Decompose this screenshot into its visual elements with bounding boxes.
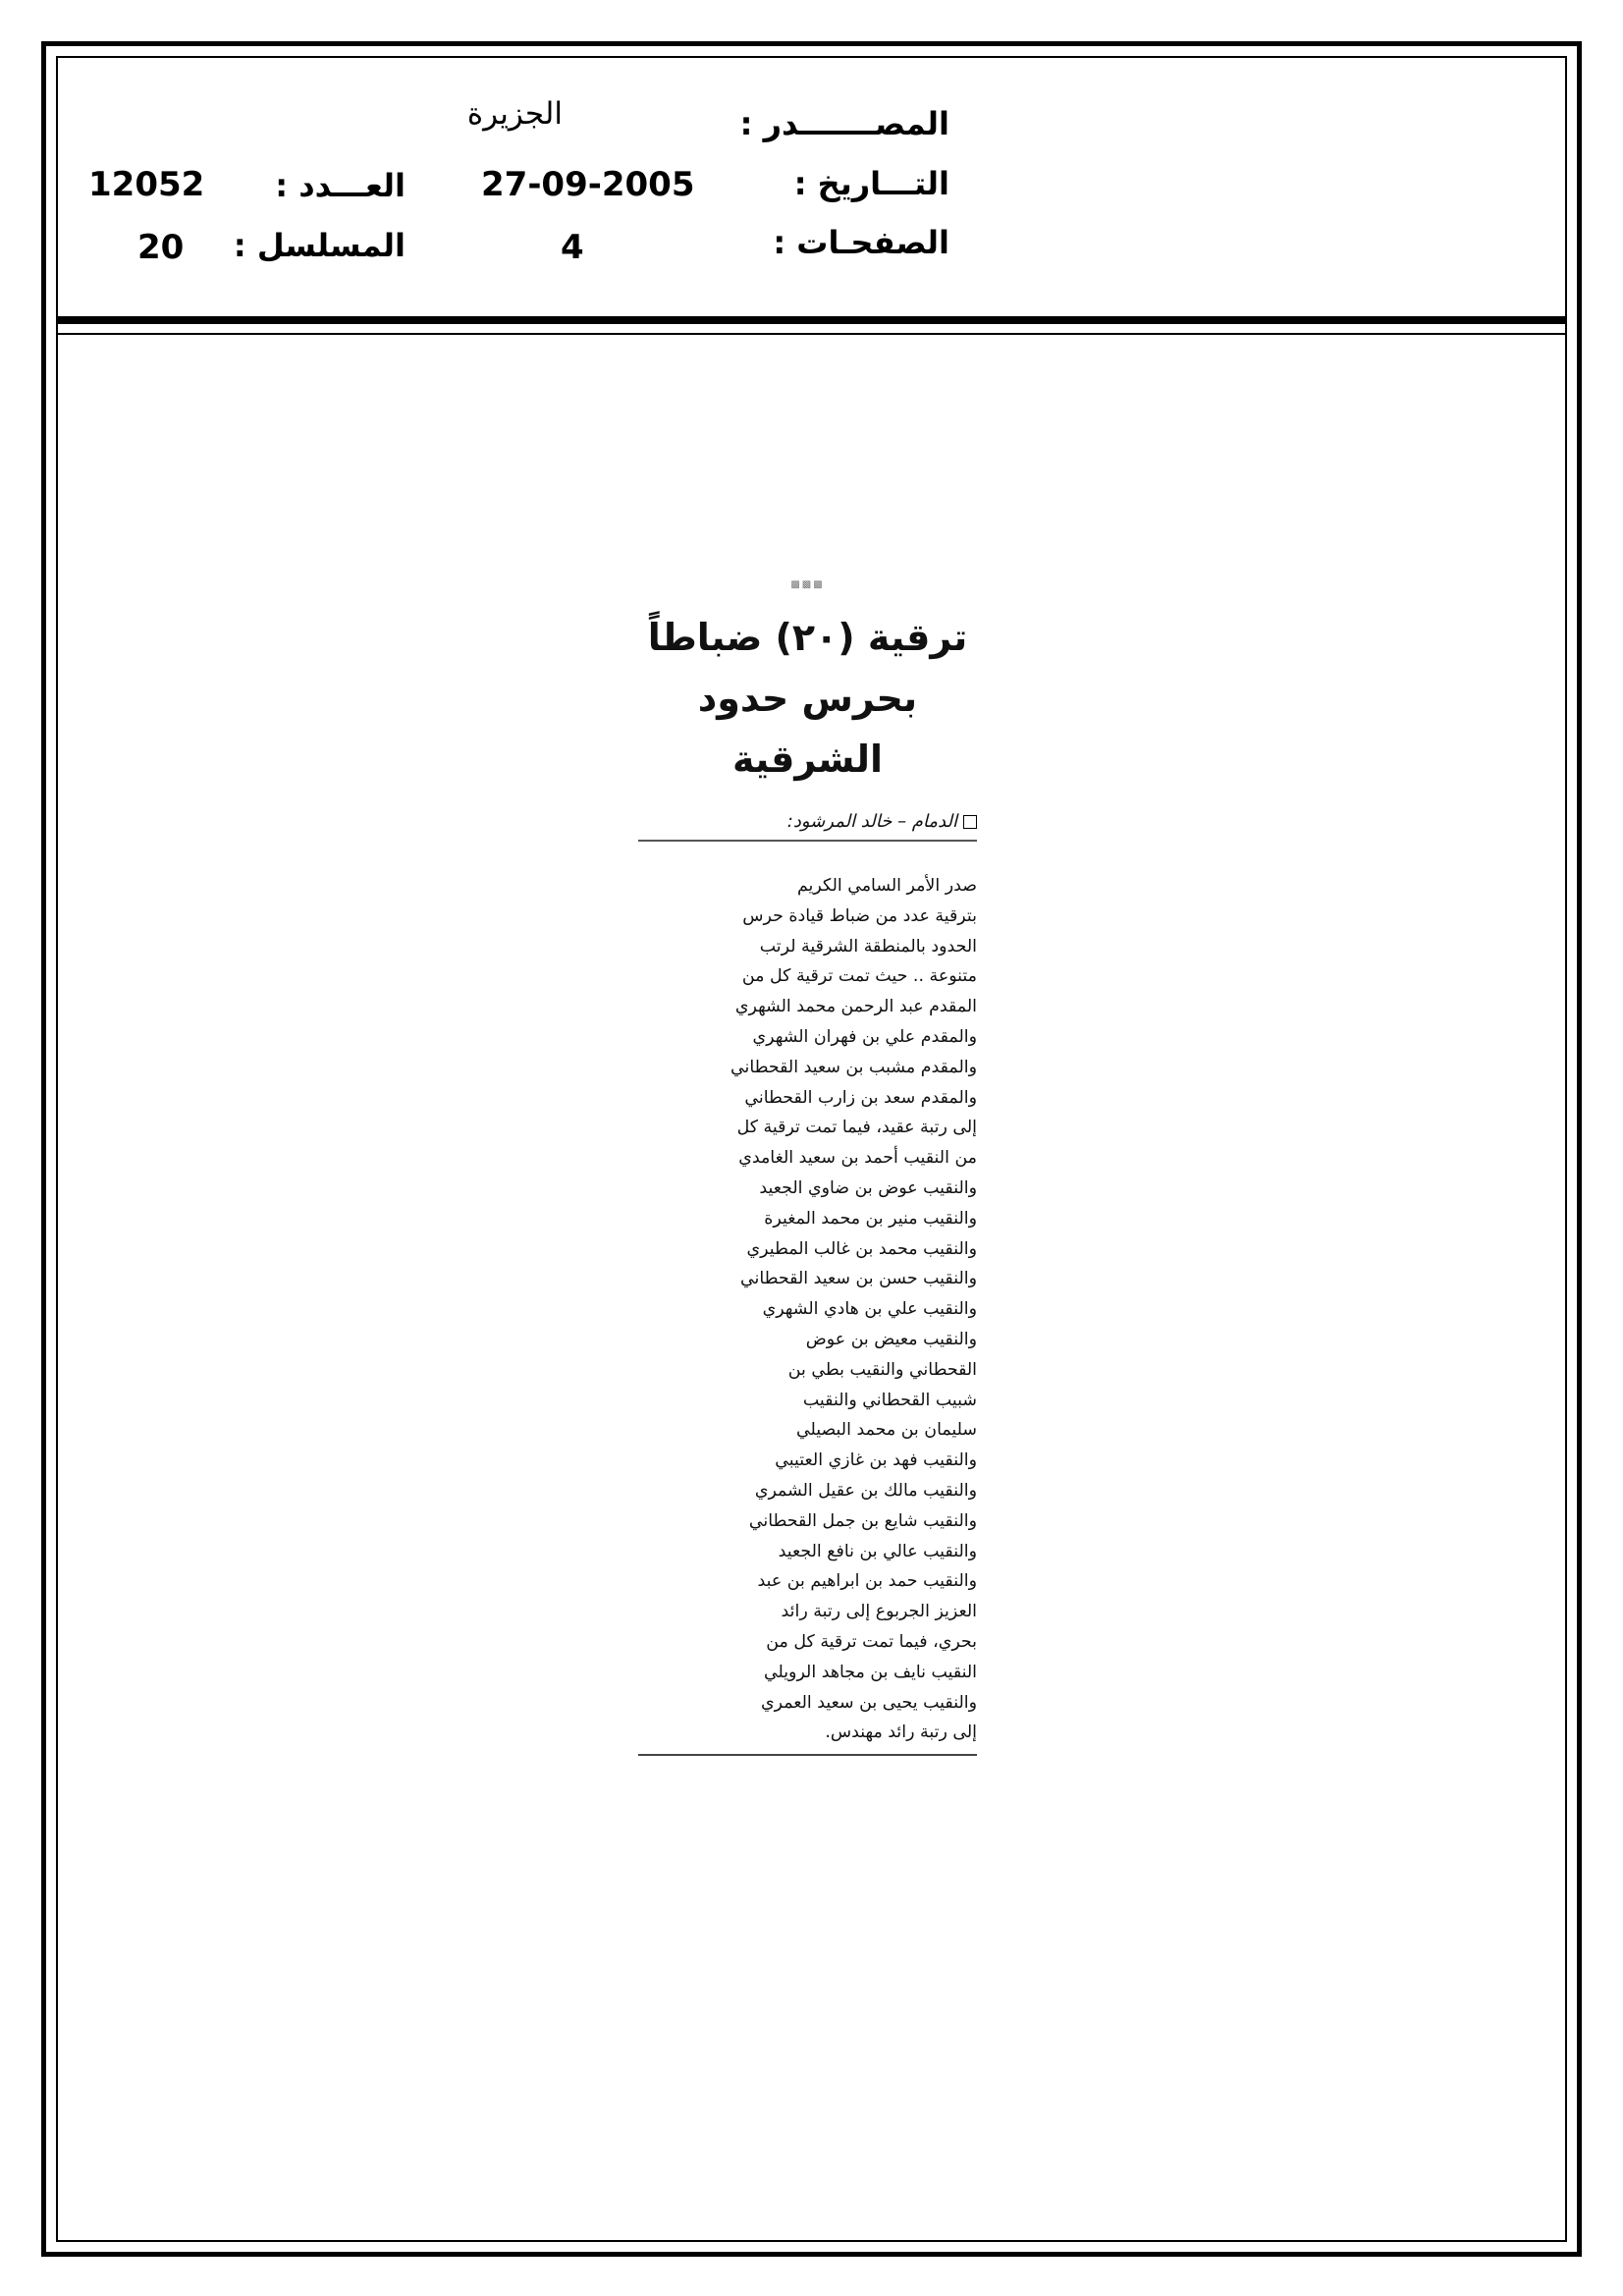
headline-line-1: ترقية (٢٠) ضباطاً xyxy=(647,616,968,659)
article-body-line: سليمان بن محمد البصيلي xyxy=(795,1420,977,1441)
serial-value: 20 xyxy=(137,228,185,267)
article-body-line: والنقيب يحيى بن سعيد العمري xyxy=(760,1692,977,1713)
article-body-line: بحري، فيما تمت ترقية كل من xyxy=(766,1631,977,1652)
article-body-line: إلى رتبة رائد مهندس. xyxy=(825,1722,977,1743)
date-label: التـــاريخ : xyxy=(793,165,949,202)
pages-label: الصفحـات : xyxy=(773,224,949,261)
article-body-line: العزيز الجربوع إلى رتبة رائد xyxy=(781,1602,977,1622)
article-body-line: والنقيب شايع بن جمل القحطاني xyxy=(748,1510,977,1531)
article-body-line: شبيب القحطاني والنقيب xyxy=(802,1390,977,1410)
header-divider-thick xyxy=(56,316,1567,324)
article-body-line: والنقيب فهد بن غازي العتيبي xyxy=(775,1450,977,1471)
issue-label: العـــدد : xyxy=(275,167,406,204)
article-body-line: والنقيب علي بن هادي الشهري xyxy=(762,1299,977,1320)
article-body-line: المقدم عبد الرحمن محمد الشهري xyxy=(734,997,977,1017)
article-body-line: الحدود بالمنطقة الشرقية لرتب xyxy=(759,936,977,957)
issue-value: 12052 xyxy=(88,165,205,204)
source-value: الجزيرة xyxy=(466,96,563,132)
article-body-line: والمقدم سعد بن زارب القحطاني xyxy=(744,1087,977,1108)
article-byline xyxy=(638,811,977,842)
source-label: المصـــــــدر : xyxy=(739,105,949,142)
headline-line-2: بحرس حدود الشرقية xyxy=(697,677,918,781)
article-body-line: والنقيب مالك بن عقيل الشمري xyxy=(754,1480,977,1501)
article-body-line: من النقيب أحمد بن سعيد الغامدي xyxy=(738,1148,977,1169)
article-body-line: صدر الأمر السامي الكريم xyxy=(796,876,977,896)
article-body-line: والنقيب حمد بن ابراهيم بن عبد xyxy=(757,1571,977,1592)
article-body-line: إلى رتبة عقيد، فيما تمت ترقية كل xyxy=(736,1118,977,1138)
article-body-line: والمقدم مشبب بن سعيد القحطاني xyxy=(730,1057,977,1077)
article-body xyxy=(638,871,977,1748)
article-body-line: والمقدم علي بن فهران الشهري xyxy=(752,1026,977,1047)
pages-value: 4 xyxy=(561,228,584,267)
article-body-line: والنقيب عالي بن نافع الجعيد xyxy=(778,1541,977,1561)
byline-square-icon xyxy=(963,815,977,829)
article-headline xyxy=(638,607,977,790)
article-clipping xyxy=(638,579,977,1756)
article-body-line: والنقيب معيض بن عوض xyxy=(805,1329,977,1349)
header-divider-thin xyxy=(56,333,1567,335)
byline-text: الدمام – خالد المرشود: xyxy=(786,811,957,832)
section-ornament: ▩▩▩ xyxy=(790,579,825,590)
article-body-line: بترقية عدد من ضباط قيادة حرس xyxy=(742,905,977,926)
date-value: 27-09-2005 xyxy=(481,165,695,204)
article-body-line: القحطاني والنقيب بطي بن xyxy=(787,1359,977,1380)
article-body-line: والنقيب محمد بن غالب المطيري xyxy=(746,1238,977,1259)
article-body-line: والنقيب عوض بن ضاوي الجعيد xyxy=(759,1177,977,1198)
article-body-line: والنقيب منير بن محمد المغيرة xyxy=(764,1208,977,1229)
article-body-line: والنقيب حسن بن سعيد القحطاني xyxy=(740,1269,977,1289)
article-body-line: النقيب نايف بن مجاهد الرويلي xyxy=(763,1662,977,1682)
article-end-rule xyxy=(638,1754,977,1756)
article-body-line: متنوعة .. حيث تمت ترقية كل من xyxy=(741,966,977,987)
serial-label: المسلسل : xyxy=(233,227,406,264)
